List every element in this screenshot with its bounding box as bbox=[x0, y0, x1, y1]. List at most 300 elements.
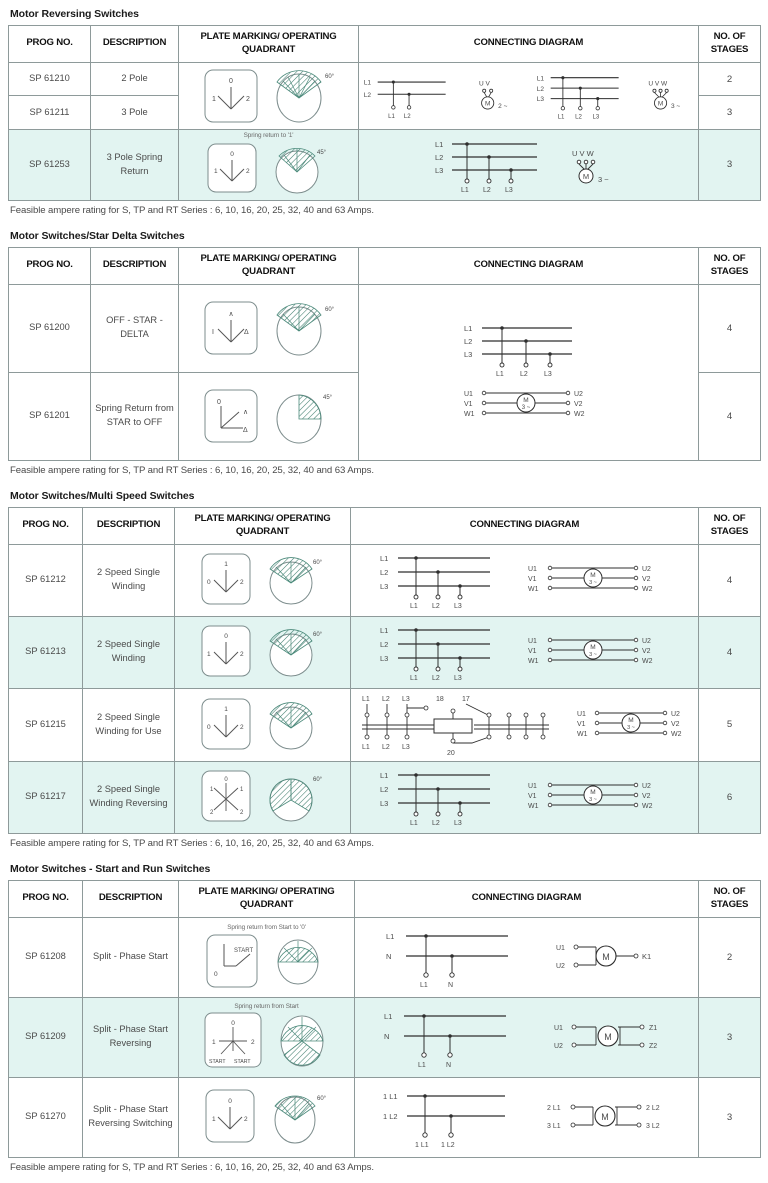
svg-text:L2: L2 bbox=[431, 603, 440, 611]
svg-text:W1: W1 bbox=[577, 730, 588, 738]
svg-text:2: 2 bbox=[209, 810, 213, 817]
svg-text:0: 0 bbox=[229, 150, 234, 158]
footer-note: Feasible ampere rating for S, TP and RT Series : 6, 10, 16, 20, 25, 32, 40 and 63 Amps. bbox=[10, 837, 374, 849]
col-no-of-stages: NO. OF STAGES bbox=[699, 880, 761, 917]
svg-text:L3: L3 bbox=[543, 371, 552, 379]
col-connecting-diagram: CONNECTING DIAGRAM bbox=[359, 26, 699, 63]
svg-text:L2: L2 bbox=[574, 113, 582, 121]
connecting-diagram-cell bbox=[351, 616, 699, 688]
svg-text:2 ~: 2 ~ bbox=[497, 103, 508, 111]
section-title: Motor Switches/Multi Speed Switches bbox=[10, 489, 195, 502]
no-of-stages: 4 bbox=[699, 544, 761, 616]
terminal-17: 17 bbox=[462, 695, 470, 703]
description: OFF - STAR - DELTA bbox=[91, 284, 179, 372]
svg-text:3 ~: 3 ~ bbox=[597, 174, 609, 184]
description: 2 Speed Single Winding bbox=[83, 616, 175, 688]
quadrant-angle: 60° bbox=[324, 73, 334, 80]
plate-marking-icon bbox=[199, 384, 263, 448]
svg-text:L2: L2 bbox=[431, 820, 440, 828]
connecting-diagram-cell bbox=[359, 129, 699, 200]
svg-text:2: 2 bbox=[239, 723, 244, 731]
svg-text:M: M bbox=[658, 100, 664, 108]
operating-quadrant-icon bbox=[270, 932, 332, 990]
motor-winding-diagram bbox=[522, 776, 672, 818]
no-of-stages: 2 bbox=[699, 62, 761, 96]
svg-text:L3: L3 bbox=[453, 820, 462, 828]
svg-text:M: M bbox=[522, 397, 529, 405]
section-title: Motor Switches/Star Delta Switches bbox=[10, 229, 185, 242]
col-connecting-diagram: CONNECTING DIAGRAM bbox=[355, 880, 699, 917]
plate-marking-icon bbox=[199, 296, 263, 360]
svg-text:U1: U1 bbox=[463, 391, 473, 399]
plate-marking-cell bbox=[179, 917, 355, 997]
svg-text:3 ~: 3 ~ bbox=[627, 724, 635, 731]
svg-text:L3: L3 bbox=[453, 603, 462, 611]
svg-text:U2: U2 bbox=[553, 1043, 563, 1050]
svg-text:0: 0 bbox=[228, 77, 233, 85]
spring-return-note: Spring return from Start bbox=[234, 1003, 299, 1010]
no-of-stages: 3 bbox=[699, 997, 761, 1077]
svg-text:M: M bbox=[582, 171, 589, 181]
start-label-right: START bbox=[233, 1059, 251, 1065]
svg-text:2: 2 bbox=[250, 1039, 255, 1046]
svg-text:U2: U2 bbox=[573, 391, 583, 399]
operating-quadrant-icon bbox=[263, 549, 329, 611]
prog-no: SP 61212 bbox=[9, 544, 83, 616]
svg-text:L2: L2 bbox=[536, 85, 544, 93]
connecting-diagram-supply bbox=[378, 549, 508, 611]
svg-text:0: 0 bbox=[230, 1020, 235, 1027]
svg-text:L1: L1 bbox=[419, 982, 428, 989]
svg-text:M: M bbox=[628, 716, 634, 724]
svg-text:I: I bbox=[211, 329, 214, 337]
no-of-stages: 3 bbox=[699, 96, 761, 130]
svg-text:3 ~: 3 ~ bbox=[588, 580, 597, 587]
svg-text:N: N bbox=[385, 952, 391, 961]
svg-text:Δ: Δ bbox=[242, 427, 248, 435]
description: 2 Speed Single Winding for Use bbox=[83, 688, 175, 761]
connecting-diagram-split-phase bbox=[384, 925, 524, 989]
svg-text:0: 0 bbox=[206, 579, 211, 587]
prog-no: SP 61200 bbox=[9, 284, 91, 372]
svg-text:1 L1: 1 L1 bbox=[414, 1142, 429, 1149]
prog-no: SP 61253 bbox=[9, 129, 91, 200]
svg-text:2: 2 bbox=[245, 95, 250, 103]
plate-marking-cell bbox=[179, 129, 359, 200]
svg-text:U2: U2 bbox=[671, 710, 680, 718]
col-prog-no: PROG NO. bbox=[9, 507, 83, 544]
col-no-of-stages: NO. OF STAGES bbox=[699, 507, 761, 544]
svg-text:U V W: U V W bbox=[648, 80, 668, 88]
terminal-18: 18 bbox=[436, 695, 444, 703]
plate-marking-icon bbox=[197, 766, 257, 828]
svg-text:0: 0 bbox=[213, 971, 218, 978]
svg-text:L3: L3 bbox=[379, 654, 388, 664]
svg-text:L3: L3 bbox=[434, 165, 443, 175]
svg-text:L1: L1 bbox=[460, 186, 469, 194]
plate-marking-cell bbox=[179, 1077, 355, 1157]
svg-text:Δ: Δ bbox=[243, 329, 249, 337]
svg-text:U V: U V bbox=[478, 80, 490, 88]
quadrant-angle: 60° bbox=[316, 1096, 326, 1102]
table-header-row bbox=[9, 247, 761, 284]
section-star-delta-switches bbox=[8, 230, 760, 476]
svg-text:N: N bbox=[445, 1062, 451, 1069]
svg-text:3 ~: 3 ~ bbox=[521, 405, 530, 412]
plate-marking-icon bbox=[197, 694, 257, 756]
no-of-stages: 3 bbox=[699, 1077, 761, 1157]
svg-text:U1: U1 bbox=[577, 710, 586, 718]
svg-text:1: 1 bbox=[239, 787, 243, 794]
connecting-diagram-split-phase bbox=[381, 1085, 521, 1149]
motor-symbol-3phase bbox=[567, 136, 625, 194]
svg-text:W1: W1 bbox=[527, 803, 538, 811]
table-header-row bbox=[9, 26, 761, 63]
svg-text:L1: L1 bbox=[385, 932, 394, 941]
table-row bbox=[9, 917, 761, 997]
svg-text:W2: W2 bbox=[671, 730, 682, 738]
svg-text:2: 2 bbox=[245, 167, 250, 175]
no-of-stages: 4 bbox=[699, 616, 761, 688]
spring-return-note: Spring return from Start to '0' bbox=[227, 924, 306, 931]
section-start-and-run-switches bbox=[8, 863, 760, 1173]
operating-quadrant-icon bbox=[269, 384, 339, 448]
svg-text:W1: W1 bbox=[527, 586, 538, 594]
svg-text:L1: L1 bbox=[409, 675, 418, 683]
svg-text:L1: L1 bbox=[379, 626, 388, 636]
quadrant-angle: 60° bbox=[312, 560, 322, 567]
quadrant-angle: 60° bbox=[312, 632, 322, 639]
no-of-stages: 5 bbox=[699, 688, 761, 761]
svg-text:L1: L1 bbox=[379, 554, 388, 564]
footer-note: Feasible ampere rating for S, TP and RT Series : 6, 10, 16, 20, 25, 32, 40 and 63 Amps. bbox=[10, 464, 374, 476]
svg-text:N: N bbox=[447, 982, 453, 989]
svg-text:U1: U1 bbox=[527, 638, 537, 646]
quadrant-angle: 60° bbox=[324, 307, 334, 314]
table-header-row bbox=[9, 507, 761, 544]
description: Spring Return from STAR to OFF bbox=[91, 372, 179, 460]
description: 3 Pole Spring Return bbox=[91, 129, 179, 200]
operating-quadrant-icon bbox=[263, 694, 329, 756]
table-header-row bbox=[9, 880, 761, 917]
table-row bbox=[9, 761, 761, 833]
prog-no: SP 61213 bbox=[9, 616, 83, 688]
spring-return-note: Spring return to '1' bbox=[243, 131, 294, 139]
svg-text:L3: L3 bbox=[453, 675, 462, 683]
plate-marking-cell bbox=[179, 997, 355, 1077]
svg-text:1: 1 bbox=[211, 1039, 216, 1046]
svg-text:2: 2 bbox=[243, 1116, 248, 1123]
svg-text:V2: V2 bbox=[641, 793, 651, 801]
connecting-diagram-supply bbox=[378, 766, 508, 828]
svg-text:L2: L2 bbox=[482, 186, 491, 194]
svg-text:Z1: Z1 bbox=[648, 1025, 657, 1032]
plate-marking-icon bbox=[200, 1011, 266, 1071]
col-plate-marking: PLATE MARKING/ OPERATING QUADRANT bbox=[179, 26, 359, 63]
svg-text:V2: V2 bbox=[573, 401, 583, 409]
table-row bbox=[9, 284, 761, 372]
connecting-diagram-2pole bbox=[362, 68, 458, 124]
footer-note: Feasible ampere rating for S, TP and RT Series : 6, 10, 16, 20, 25, 32, 40 and 63 Amps. bbox=[10, 1161, 374, 1173]
start-label: START bbox=[233, 948, 253, 954]
svg-text:L1: L1 bbox=[409, 603, 418, 611]
svg-text:L1: L1 bbox=[362, 743, 370, 751]
quadrant-angle: 45° bbox=[322, 395, 332, 402]
svg-text:1: 1 bbox=[213, 167, 218, 175]
motor-winding-diagram bbox=[454, 385, 604, 425]
connecting-diagram-split-phase bbox=[382, 1005, 522, 1069]
svg-text:L1: L1 bbox=[417, 1062, 426, 1069]
plate-marking-icon bbox=[201, 1086, 261, 1148]
svg-text:U2: U2 bbox=[641, 638, 651, 646]
motor-winding-diagram bbox=[522, 559, 672, 601]
motor-winding-diagram bbox=[575, 703, 695, 747]
no-of-stages: 4 bbox=[699, 372, 761, 460]
svg-text:L1: L1 bbox=[557, 113, 565, 121]
svg-text:M: M bbox=[484, 100, 491, 108]
svg-text:V2: V2 bbox=[671, 720, 680, 728]
svg-text:1: 1 bbox=[223, 705, 228, 713]
motor-symbol-split-phase bbox=[554, 935, 670, 979]
col-prog-no: PROG NO. bbox=[9, 247, 91, 284]
col-prog-no: PROG NO. bbox=[9, 26, 91, 63]
motor-symbol-3phase bbox=[644, 68, 695, 124]
svg-text:V1: V1 bbox=[527, 576, 537, 584]
section-motor-reversing-switches bbox=[8, 8, 760, 216]
svg-text:1 L2: 1 L2 bbox=[440, 1142, 455, 1149]
no-of-stages: 3 bbox=[699, 129, 761, 200]
svg-text:W1: W1 bbox=[463, 411, 474, 419]
svg-text:L2: L2 bbox=[463, 337, 472, 347]
switch-table bbox=[8, 880, 761, 1158]
plate-marking-cell bbox=[175, 688, 351, 761]
svg-text:L3: L3 bbox=[463, 350, 472, 360]
plate-marking-icon bbox=[197, 549, 257, 611]
col-plate-marking: PLATE MARKING/ OPERATING QUADRANT bbox=[175, 507, 351, 544]
svg-text:L1: L1 bbox=[362, 695, 370, 703]
connecting-diagram-cell bbox=[355, 1077, 699, 1157]
svg-text:1: 1 bbox=[206, 651, 211, 659]
svg-text:U1: U1 bbox=[527, 783, 537, 791]
svg-text:0: 0 bbox=[223, 633, 228, 641]
switch-table bbox=[8, 25, 761, 201]
svg-text:L2: L2 bbox=[403, 112, 411, 120]
motor-symbol-2phase bbox=[472, 68, 521, 124]
motor-symbol-split-phase bbox=[552, 1015, 672, 1059]
svg-text:V1: V1 bbox=[527, 648, 537, 656]
svg-text:L1: L1 bbox=[409, 820, 418, 828]
svg-text:3 L1: 3 L1 bbox=[546, 1123, 561, 1130]
operating-quadrant-icon bbox=[272, 1011, 334, 1071]
svg-text:V2: V2 bbox=[641, 648, 651, 656]
operating-quadrant-icon bbox=[269, 296, 339, 360]
col-description: DESCRIPTION bbox=[83, 507, 175, 544]
svg-text:L3: L3 bbox=[592, 113, 599, 121]
svg-text:U2: U2 bbox=[641, 566, 651, 574]
section-multi-speed-switches bbox=[8, 490, 760, 849]
connecting-diagram-3pole bbox=[535, 68, 631, 124]
col-plate-marking: PLATE MARKING/ OPERATING QUADRANT bbox=[179, 880, 355, 917]
operating-quadrant-icon bbox=[269, 140, 335, 198]
svg-text:L3: L3 bbox=[536, 96, 544, 104]
svg-text:W2: W2 bbox=[641, 803, 652, 811]
plate-marking-cell bbox=[179, 62, 359, 129]
plate-marking-icon bbox=[199, 65, 263, 127]
svg-text:L1: L1 bbox=[536, 75, 544, 83]
connecting-diagram-cell bbox=[359, 284, 699, 460]
switch-table bbox=[8, 247, 761, 461]
svg-text:M: M bbox=[600, 1112, 609, 1122]
col-no-of-stages: NO. OF STAGES bbox=[699, 247, 761, 284]
col-plate-marking: PLATE MARKING/ OPERATING QUADRANT bbox=[179, 247, 359, 284]
prog-no: SP 61215 bbox=[9, 688, 83, 761]
table-row bbox=[9, 544, 761, 616]
svg-text:∧: ∧ bbox=[242, 409, 248, 417]
svg-text:∧: ∧ bbox=[227, 311, 234, 319]
plate-marking-icon bbox=[197, 621, 257, 683]
svg-text:L3: L3 bbox=[504, 186, 513, 194]
connecting-diagram-supply bbox=[378, 621, 508, 683]
connecting-diagram-dahlander bbox=[354, 691, 569, 759]
svg-text:L1: L1 bbox=[383, 1012, 392, 1021]
terminal-k1: K1 bbox=[641, 952, 651, 961]
col-connecting-diagram: CONNECTING DIAGRAM bbox=[359, 247, 699, 284]
svg-text:L2: L2 bbox=[363, 91, 371, 99]
svg-text:W1: W1 bbox=[527, 658, 538, 666]
section-title: Motor Switches - Start and Run Switches bbox=[10, 862, 211, 875]
prog-no: SP 61211 bbox=[9, 96, 91, 130]
svg-text:L3: L3 bbox=[402, 743, 410, 751]
svg-text:1: 1 bbox=[211, 1116, 216, 1123]
svg-text:2: 2 bbox=[239, 651, 244, 659]
operating-quadrant-icon bbox=[269, 65, 339, 127]
table-row bbox=[9, 688, 761, 761]
connecting-diagram-cell bbox=[351, 761, 699, 833]
svg-text:3 L2: 3 L2 bbox=[645, 1123, 660, 1130]
svg-text:N: N bbox=[383, 1032, 389, 1041]
svg-text:U2: U2 bbox=[641, 783, 651, 791]
svg-text:U V W: U V W bbox=[571, 148, 594, 158]
svg-text:L1: L1 bbox=[434, 139, 443, 149]
col-description: DESCRIPTION bbox=[83, 880, 179, 917]
connecting-diagram-cell bbox=[351, 544, 699, 616]
svg-text:0: 0 bbox=[223, 777, 228, 784]
no-of-stages: 2 bbox=[699, 917, 761, 997]
plate-marking-cell bbox=[175, 761, 351, 833]
svg-text:L1: L1 bbox=[463, 324, 472, 334]
svg-text:U1: U1 bbox=[527, 566, 537, 574]
svg-text:0: 0 bbox=[216, 399, 221, 407]
switch-table bbox=[8, 507, 761, 834]
svg-text:3 ~: 3 ~ bbox=[588, 797, 597, 804]
section-title: Motor Reversing Switches bbox=[10, 8, 139, 20]
svg-text:L1: L1 bbox=[379, 771, 388, 781]
svg-text:W2: W2 bbox=[641, 586, 652, 594]
svg-text:L2: L2 bbox=[434, 152, 443, 162]
plate-marking-cell bbox=[179, 284, 359, 372]
svg-text:3 ~: 3 ~ bbox=[588, 652, 597, 659]
prog-no: SP 61208 bbox=[9, 917, 83, 997]
svg-text:U1: U1 bbox=[555, 945, 565, 952]
svg-text:L2: L2 bbox=[382, 743, 390, 751]
quadrant-angle: 45° bbox=[316, 149, 326, 156]
motor-symbol-split-phase bbox=[547, 1095, 673, 1139]
svg-text:W2: W2 bbox=[641, 658, 652, 666]
prog-no: SP 61270 bbox=[9, 1077, 83, 1157]
connecting-diagram-cell bbox=[359, 62, 699, 129]
description: 3 Pole bbox=[91, 96, 179, 130]
svg-text:L2: L2 bbox=[379, 568, 388, 578]
svg-text:L1: L1 bbox=[495, 371, 504, 379]
plate-marking-icon bbox=[203, 140, 263, 198]
col-description: DESCRIPTION bbox=[91, 247, 179, 284]
description: Split - Phase Start bbox=[83, 917, 179, 997]
svg-text:1: 1 bbox=[209, 787, 213, 794]
table-row bbox=[9, 1077, 761, 1157]
svg-text:L2: L2 bbox=[379, 785, 388, 795]
table-row bbox=[9, 62, 761, 96]
col-connecting-diagram: CONNECTING DIAGRAM bbox=[351, 507, 699, 544]
prog-no: SP 61210 bbox=[9, 62, 91, 96]
motor-winding-diagram bbox=[522, 631, 672, 673]
svg-text:1 L1: 1 L1 bbox=[382, 1092, 398, 1101]
operating-quadrant-icon bbox=[263, 766, 329, 828]
description: Split - Phase Start Reversing Switching bbox=[83, 1077, 179, 1157]
svg-text:2: 2 bbox=[239, 579, 244, 587]
svg-text:L1: L1 bbox=[388, 112, 395, 120]
svg-text:L3: L3 bbox=[379, 582, 388, 592]
table-row bbox=[9, 616, 761, 688]
svg-text:M: M bbox=[601, 952, 610, 962]
plate-marking-cell bbox=[175, 616, 351, 688]
terminal-20: 20 bbox=[447, 749, 455, 757]
connecting-diagram-cell bbox=[355, 917, 699, 997]
plate-marking-icon bbox=[202, 932, 264, 990]
svg-text:L1: L1 bbox=[363, 79, 371, 87]
quadrant-angle: 60° bbox=[312, 777, 322, 784]
description: 2 Speed Single Winding Reversing bbox=[83, 761, 175, 833]
svg-text:L3: L3 bbox=[379, 799, 388, 809]
plate-marking-cell bbox=[175, 544, 351, 616]
svg-text:V1: V1 bbox=[577, 720, 586, 728]
svg-text:2 L1: 2 L1 bbox=[546, 1105, 561, 1112]
operating-quadrant-icon bbox=[263, 621, 329, 683]
svg-text:2: 2 bbox=[239, 810, 243, 817]
description: 2 Pole bbox=[91, 62, 179, 96]
svg-text:1 L2: 1 L2 bbox=[382, 1112, 398, 1121]
svg-text:1: 1 bbox=[223, 561, 228, 569]
svg-text:V2: V2 bbox=[641, 576, 651, 584]
svg-text:L2: L2 bbox=[519, 371, 528, 379]
start-label-left: START bbox=[208, 1059, 226, 1065]
svg-text:L2: L2 bbox=[431, 675, 440, 683]
svg-text:V1: V1 bbox=[463, 401, 473, 409]
col-no-of-stages: NO. OF STAGES bbox=[699, 26, 761, 63]
svg-text:L3: L3 bbox=[402, 695, 410, 703]
plate-marking-cell bbox=[179, 372, 359, 460]
svg-text:Z2: Z2 bbox=[648, 1043, 657, 1050]
prog-no: SP 61201 bbox=[9, 372, 91, 460]
description: Split - Phase Start Reversing bbox=[83, 997, 179, 1077]
svg-text:M: M bbox=[603, 1032, 612, 1042]
svg-text:V1: V1 bbox=[527, 793, 537, 801]
svg-text:W2: W2 bbox=[573, 411, 584, 419]
svg-text:2 L2: 2 L2 bbox=[645, 1105, 660, 1112]
svg-text:L2: L2 bbox=[379, 640, 388, 650]
svg-text:M: M bbox=[589, 789, 596, 797]
operating-quadrant-icon bbox=[267, 1086, 333, 1148]
connecting-diagram-supply bbox=[454, 319, 604, 379]
